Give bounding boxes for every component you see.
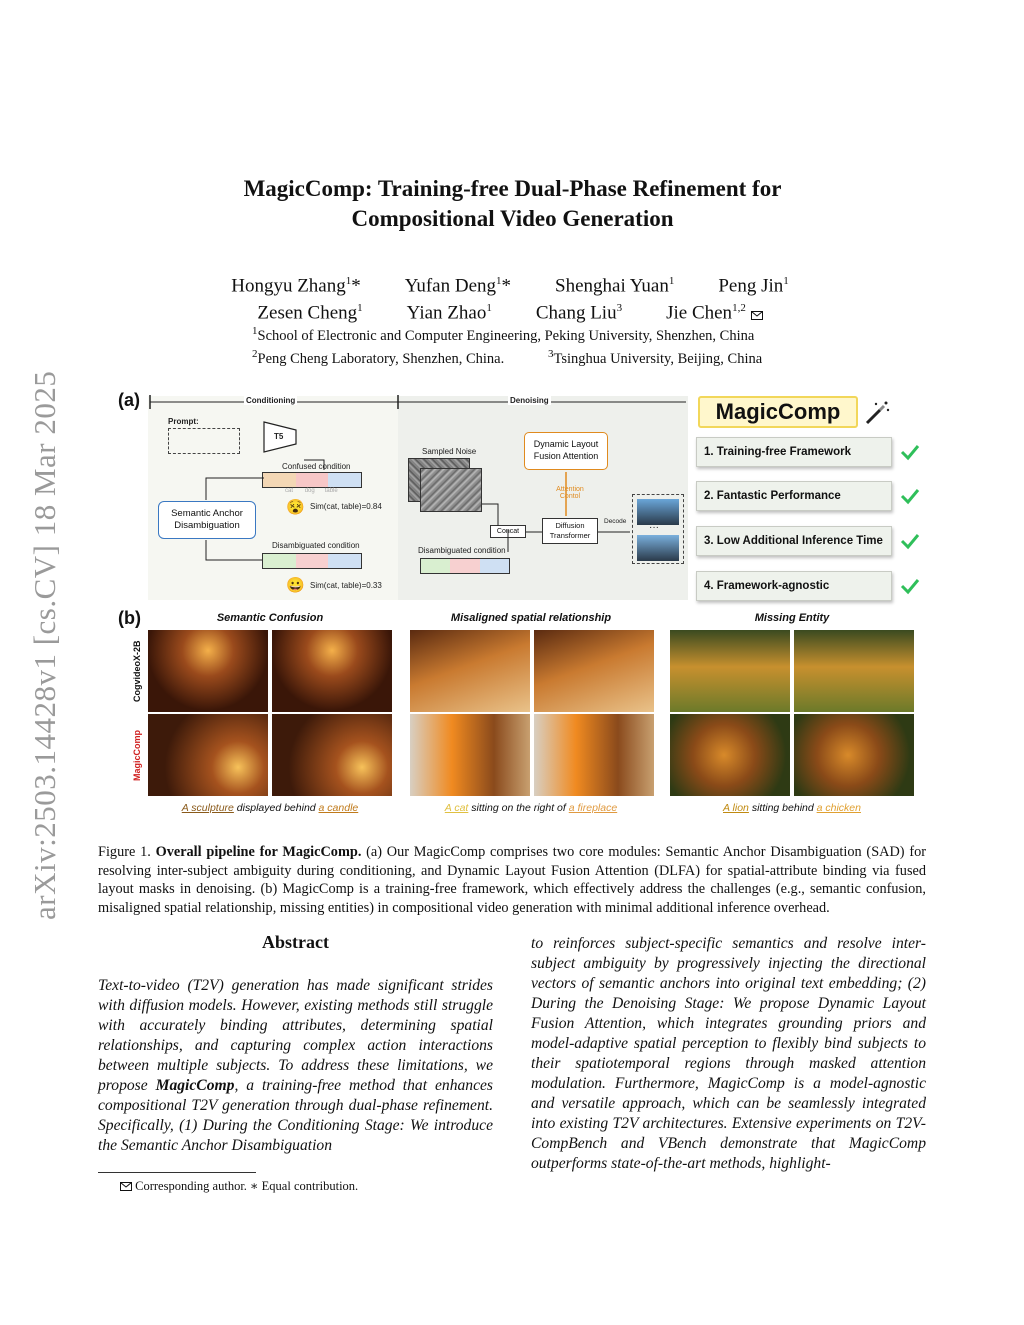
t5-label: T5	[274, 432, 284, 441]
panel-a-label: (a)	[118, 390, 140, 410]
sim-confused: Sim(cat, table)=0.84	[310, 502, 382, 511]
concat-box: Concat	[490, 525, 526, 538]
footnote-rule	[98, 1172, 256, 1173]
abstract-heading: Abstract	[262, 932, 329, 952]
magiccomp-logo: MagicComp	[698, 396, 858, 428]
decode-label: Decode	[604, 518, 627, 525]
disambiguated-condition-label-2: Disambiguated condition	[418, 546, 506, 555]
affiliation-2: $^2$Peng Cheng Laboratory, Shenzhen, China.	[252, 348, 505, 367]
video-frame	[272, 630, 392, 712]
feature-item: 3. Low Additional Inference Time	[696, 526, 892, 556]
prompt-text: A sculpture displayed behind a candle	[181, 802, 359, 814]
magic-wand-icon	[864, 400, 890, 426]
video-frame	[534, 714, 654, 796]
footnote: Corresponding author. ∗ Equal contribution.	[120, 1178, 358, 1194]
author-name: Yian Zhao$^1$	[406, 302, 492, 324]
title-line-1: MagicComp: Training-free Dual-Phase Refinement for	[243, 176, 782, 201]
author-row-1	[160, 270, 860, 297]
dlfa-module-box: Dynamic Layout Fusion Attention	[524, 432, 608, 470]
video-frame	[534, 630, 654, 712]
check-icon	[900, 532, 920, 550]
attention-control-label: Attention Contol	[556, 486, 584, 500]
abstract-right-column: to reinforces subject-specific semantics and resolve inter-subject ambiguity by progressively injecting the directional vectors of semantic anchors into original text embedding; (2) During the Denoising Stage: We propose Dynamic Layout Fusion Attention, which integrates grounding priors and model-adaptive spatial perception to flexibly bind subjects to their spatiotemporal regions through masked attention modulation. Furthermore, MagicComp is a model-agnostic and versatile approach, which can be seamlessly integrated into existing T2V architectures. Extensive experiments on T2V-CompBench and VBench demonstrate that MagicComp outperforms state-of-the-art methods, highlight-	[531, 935, 926, 1172]
confused-condition-label: Confused condition	[282, 462, 351, 471]
feature-item: 2. Fantastic Performance	[696, 481, 892, 511]
title-line-2: Compositional Video Generation	[351, 206, 674, 231]
conditioning-label: Conditioning	[246, 396, 296, 405]
author-name: Peng Jin$^1$	[718, 275, 789, 297]
conditioning-arrows	[154, 450, 394, 580]
sim-disambiguated: Sim(cat, table)=0.33	[310, 581, 382, 590]
check-icon	[900, 487, 920, 505]
denoising-label: Denoising	[510, 396, 549, 405]
video-frame	[670, 630, 790, 712]
sad-module-box: Semantic Anchor Disambiguation	[158, 501, 256, 539]
paper-title	[140, 174, 885, 234]
video-frame	[794, 630, 914, 712]
video-frame	[670, 714, 790, 796]
arxiv-identifier: arXiv:2503.14428v1 [cs.CV] 18 Mar 2025	[27, 370, 62, 920]
video-frame	[410, 630, 530, 712]
video-frame	[148, 630, 268, 712]
feature-item: 4. Framework-agnostic	[696, 571, 892, 601]
video-frame	[272, 714, 392, 796]
prompt-text: A lion sitting behind a chicken	[723, 802, 861, 814]
disambiguated-condition-label: Disambiguated condition	[272, 541, 360, 550]
check-icon	[900, 577, 920, 595]
prompt-text: A cat sitting on the right of a fireplace	[444, 802, 618, 814]
row-label-baseline: CogvideoX-2B	[132, 640, 142, 702]
author-list	[160, 270, 860, 325]
author-name: Yufan Deng$^1$*	[404, 275, 512, 297]
sampled-noise-label: Sampled Noise	[422, 447, 477, 456]
column-title-misaligned: Misaligned spatial relationship	[450, 612, 612, 624]
panel-b-label: (b)	[118, 608, 141, 628]
row-label-magiccomp: MagicComp	[132, 729, 142, 781]
author-name: Zesen Cheng$^1$	[257, 302, 363, 324]
author-name: Shenghai Yuan$^1$	[555, 275, 675, 297]
confused-emoji-icon: 😵	[286, 500, 305, 516]
envelope-icon	[120, 1182, 132, 1191]
column-title-missing-entity: Missing Entity	[754, 612, 830, 624]
diffusion-transformer-box: Diffusion Transformer	[542, 518, 598, 544]
check-icon	[900, 443, 920, 461]
author-name: Jie Chen$^{1,2}$	[666, 297, 762, 324]
video-frame	[148, 714, 268, 796]
video-frame	[794, 714, 914, 796]
stage-arrows	[148, 394, 688, 410]
denoising-arrows	[398, 430, 688, 590]
envelope-icon	[751, 311, 763, 320]
token-labels: cat dog table	[285, 488, 338, 494]
figure-1	[114, 390, 914, 820]
prompt-label: Prompt:	[168, 417, 199, 426]
author-name: Chang Liu$^3$	[535, 302, 623, 324]
video-frame	[410, 714, 530, 796]
feature-item: 1. Training-free Framework	[696, 437, 892, 467]
output-video-frames: ···	[632, 494, 684, 564]
author-name: Hongyu Zhang$^1$*	[231, 275, 361, 297]
figure-caption: Figure 1. Overall pipeline for MagicComp. (a) Our MagicComp comprises two core modules: Semantic Anchor Disambiguation (SAD) for resolving inter-subject ambiguity during conditioning, and Dynamic Layout Fusion Attention (DLFA) for spatial-attribute binding via fused layout masks in denoising. (b) MagicComp is a training-free framework, which effectively address the challenges (e.g., semantic confusion, misaligned spatial relationship, missing entities) in compositional video generation with minimal additional inference overhead.	[98, 844, 926, 916]
column-title-semantic-confusion: Semantic Confusion	[216, 612, 324, 624]
abstract-left-column: Text-to-video (T2V) generation has made significant strides with diffusion models. However, existing methods still struggle with accurately binding attributes, determining spatial relationships, and capturing complex action interactions between multiple subjects. To address these limitations, we propose MagicComp, a training-free method that enhances compositional T2V generation through dual-phase refinement. Specifically, (1) During the Conditioning Stage: We introduce the Semantic Anchor Disambiguation	[98, 977, 493, 1154]
affiliation-1: $^1$School of Electronic and Computer Engineering, Peking University, Shenzhen, China	[252, 325, 755, 344]
affiliation-3: $^3$Tsinghua University, Beijing, China	[548, 348, 763, 367]
happy-emoji-icon: 😀	[286, 578, 305, 594]
